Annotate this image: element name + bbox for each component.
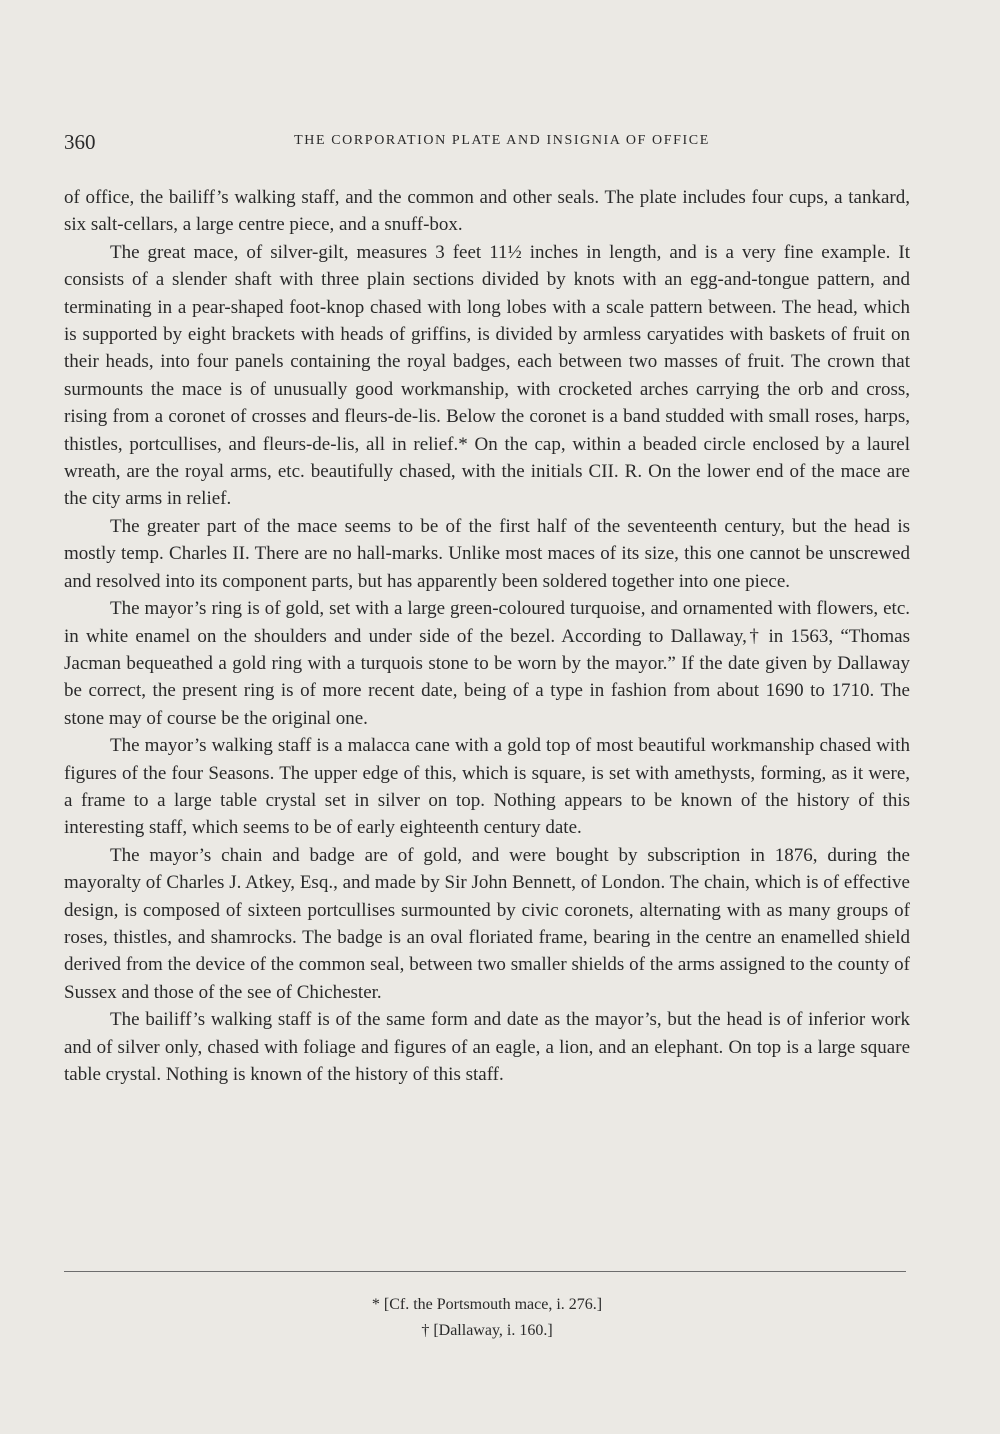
- paragraph-1: of office, the bailiff’s walking staff, and the common and other seals. The plate includes four cups, a tankard, six salt-cellars, a large centre piece, and a snuff-box.: [64, 187, 910, 236]
- paragraph-6: The mayor’s chain and badge are of gold, and were bought by subscription in 1876, during the mayoralty of Charles J. Atkey, Esq., and made by Sir John Bennett, of London. The chain, which is of effective design, is composed of sixteen portcullises surmounted by civic coronets, alternating with as many groups of roses, thistles, and shamrocks. The badge is an oval floriated frame, bearing in the centre an enamelled shield derived from the device of the common seal, between two smaller shields of the arms assigned to the county of Sussex and those of the see of Chichester.: [64, 844, 910, 1003]
- paragraph-3: The greater part of the mace seems to be of the first half of the seventeenth century, but the head is mostly temp. Charles II. There are no hall-marks. Unlike most maces of its size, this one cannot be unscrewed and resolved into its component parts, but has apparently been soldered together into one piece.: [64, 515, 910, 592]
- paragraph-7: The bailiff’s walking staff is of the same form and date as the mayor’s, but the head is of inferior work and of silver only, chased with foliage and figures of an eagle, a lion, and an elephant. On top is a large square table crystal. Nothing is known of the history of this staff.: [64, 1009, 910, 1085]
- paragraph-4: The mayor’s ring is of gold, set with a large green-coloured turquoise, and ornamented with flowers, etc. in white enamel on the shoulders and under side of the bezel. According to Dallaway,† in 1563, “Thomas Jacman bequeathed a gold ring with a turquois stone to be worn by the mayor.” If the date given by Dallaway be correct, the present ring is of more recent date, being of a type in fashion from about 1690 to 1710. The stone may of course be the original one.: [64, 598, 910, 729]
- footnote-1: * [Cf. the Portsmouth mace, i. 276.]: [371, 1296, 603, 1313]
- footnotes: [64, 1292, 910, 1344]
- paragraph-2: The great mace, of silver-gilt, measures 3 feet 11½ inches in length, and is a very fine example. It consists of a slender shaft with three plain sections divided by knots with an egg-and-tongue pattern, and terminating in a pear-shaped foot-knop chased with long lobes with a scale pattern between. The head, which is supported by eight brackets with heads of griffins, is divided by armless caryatides with baskets of fruit on their heads, into four panels containing the royal badges, each between two masses of fruit. The crown that surmounts the mace is of unusually good workmanship, with crocketed arches carrying the orb and cross, rising from a coronet of crosses and fleurs-de-lis. Below the coronet is a band studded with small roses, harps, thistles, portcullises, and fleurs-de-lis, all in relief.* On the cap, within a beaded circle enclosed by a laurel wreath, are the royal arms, etc. beautifully chased, with the initials CII. R. On the lower end of the mace are the city arms in relief.: [64, 241, 910, 510]
- footnote-divider: [64, 1271, 906, 1272]
- page-number: 360: [64, 130, 96, 154]
- page-header: [64, 130, 910, 156]
- body-text: [64, 184, 910, 1088]
- paragraph-5: The mayor’s walking staff is a malacca cane with a gold top of most beautiful workmanship chased with figures of the four Seasons. The upper edge of this, which is square, is set with amethysts, forming, as it were, a frame to a large table crystal set in silver on top. Nothing appears to be known of the history of this interesting staff, which seems to be of early eighteenth century date.: [64, 735, 910, 839]
- running-title: THE CORPORATION PLATE AND INSIGNIA OF OFFICE: [294, 133, 710, 148]
- footnote-2: † [Dallaway, i. 160.]: [421, 1322, 553, 1339]
